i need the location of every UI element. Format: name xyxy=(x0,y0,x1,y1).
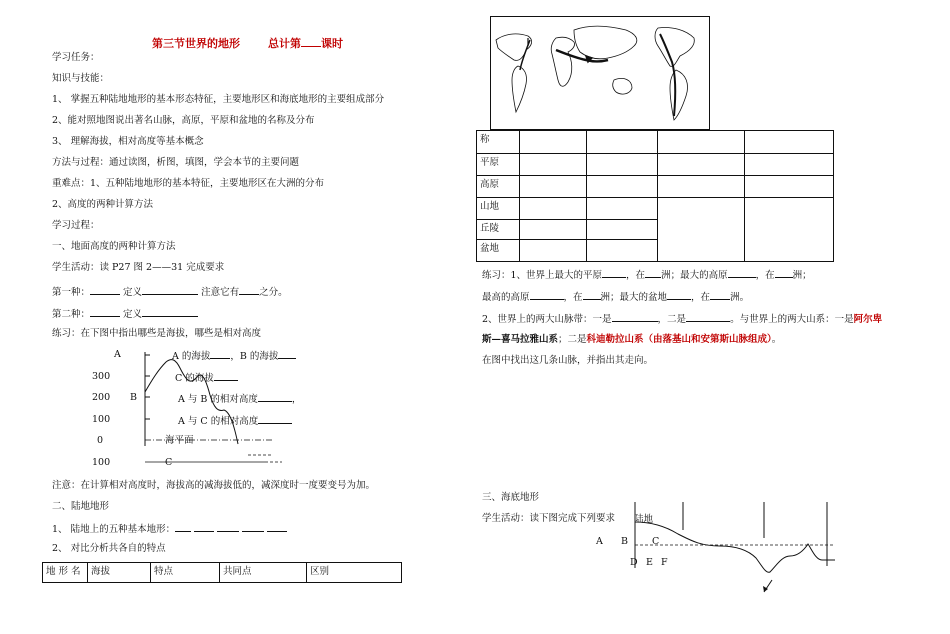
question-relative-a-b: A 与 B 的相对高度 ， xyxy=(178,394,302,405)
ocean-label-c: C xyxy=(652,536,660,547)
exercise-2-line: 最高的高原 ，在 洲；最大的盆地 ，在 洲。 xyxy=(482,292,750,303)
knowledge-skills: 知识与技能： xyxy=(52,73,110,84)
exercise-5-line: 在图中找出这几条山脉，并指出其走向。 xyxy=(482,355,654,366)
diagram-label-a: A xyxy=(114,349,121,360)
key-point-2: 2、高度的两种计算方法 xyxy=(52,199,154,210)
seabed-profile xyxy=(635,522,835,572)
diagram-label-c: C xyxy=(165,457,173,468)
table-header: 区别 xyxy=(307,563,402,583)
method-1-line: 第一种： 定义 注意它有 之分。 xyxy=(52,287,288,298)
note-text: 注意：在计算相对高度时，海拔高的减海拔低的，减深度时一度要变号为加。 xyxy=(52,480,376,491)
ocean-label-e: E xyxy=(646,557,653,568)
learning-task-heading: 学习任务： xyxy=(52,52,100,63)
ocean-label-f: F xyxy=(661,557,668,568)
question-altitude-c: C 的海拔 xyxy=(175,371,238,385)
question-altitude-a-b: A 的海拔 ，B 的海拔 xyxy=(172,349,296,363)
exercise-intro: 练习：在下图中指出哪些是海拔，哪些是相对高度 xyxy=(52,328,262,339)
table-cell-hills: 丘陵 xyxy=(477,220,520,240)
table-header: 海拔 xyxy=(88,563,151,583)
diagram-tick-0: 0 xyxy=(97,435,104,446)
ocean-label-a: A xyxy=(596,536,603,547)
table-cell-name: 称 xyxy=(477,131,520,154)
learning-process: 学习过程： xyxy=(52,220,100,231)
table-cell-basin: 盆地 xyxy=(477,240,520,262)
land-label: 陆地 xyxy=(634,514,654,525)
diagram-tick-300: 300 xyxy=(92,371,111,382)
ocean-label-d: D xyxy=(630,557,638,568)
exercise-4-line: 斯—喜马拉雅山系；二是科迪勒拉山系（由落基山和安第斯山脉组成）。 xyxy=(482,334,782,345)
table-header: 特点 xyxy=(151,563,220,583)
sea-level-label: 海平面 xyxy=(165,435,194,446)
table-cell-plain: 平原 xyxy=(477,154,520,176)
compare-item: 2、 对比分析共各自的特点 xyxy=(52,543,166,554)
objective-2: 2、能对照地图说出著名山脉，高原，平原和盆地的名称及分布 xyxy=(52,115,315,126)
student-activity-2: 学生活动：读下图完成下列要求 xyxy=(482,513,616,524)
page-title: 第三节世界的地形 总计第 课时 xyxy=(152,37,343,50)
objective-3: 3、 理解海拔，相对高度等基本概念 xyxy=(52,136,204,147)
land-forms-item: 1、 陆地上的五种基本地形： xyxy=(52,522,287,536)
diagram-tick-100: 100 xyxy=(92,414,111,425)
ocean-label-b: B xyxy=(621,536,628,547)
method-process: 方法与过程：通过读图，析图，填图，学会本节的主要问题 xyxy=(52,157,300,168)
objective-1: 1、 掌握五种陆地地形的基本形态特征，主要地形区和海底地形的主要组成部分 xyxy=(52,94,385,105)
method-2-line: 第二种： 定义 xyxy=(52,307,198,321)
table-cell-mountain: 山地 xyxy=(477,198,520,220)
question-relative-a-c: A 与 C 的相对高度 xyxy=(178,414,292,428)
diagram-tick-200: 200 xyxy=(92,392,111,403)
key-points: 重难点：1、五种陆地地形的基本特征，主要地形区在大洲的分布 xyxy=(52,178,325,189)
section-2-heading: 二、陆地地形 xyxy=(52,501,110,512)
table-header: 地 形 名 xyxy=(43,563,88,583)
section-3-heading: 三、海底地形 xyxy=(482,492,540,503)
table-cell-plateau: 高原 xyxy=(477,176,520,198)
exercise-1-line: 练习：1、世界上最大的平原 ，在 洲；最大的高原 ，在 洲； xyxy=(482,270,812,281)
section-1-heading: 一、地面高度的两种计算方法 xyxy=(52,241,176,252)
diagram-label-b: B xyxy=(130,392,137,403)
student-activity-1: 学生活动：读 P27 图 2——31 完成要求 xyxy=(52,262,225,273)
diagram-tick-minus-100: 100 xyxy=(92,457,111,468)
exercise-3-line: 2、世界上的两大山脉带：一是 ，二是 。与世界上的两大山系：一是阿尔卑 xyxy=(482,314,883,325)
table-header: 共同点 xyxy=(220,563,307,583)
